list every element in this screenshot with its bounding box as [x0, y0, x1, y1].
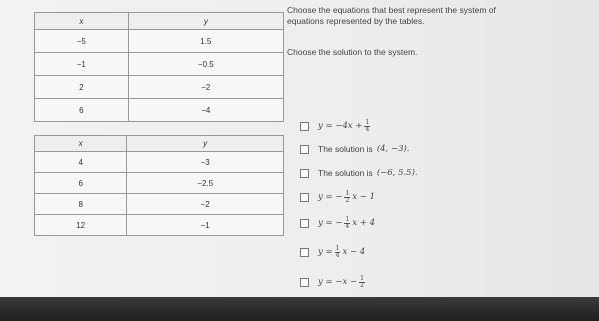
table-header-row: [35, 136, 284, 152]
table-row: [35, 76, 284, 99]
table-cell: 6: [35, 99, 129, 122]
fraction: [359, 276, 365, 289]
fraction: [344, 217, 350, 230]
option-equation-2[interactable]: [300, 190, 375, 204]
checkbox[interactable]: [300, 278, 309, 287]
table-cell: −1: [127, 215, 284, 236]
table-cell: −2.5: [127, 173, 284, 194]
fraction: [344, 191, 350, 204]
equation-lhs: y = −x −: [318, 277, 358, 287]
fraction: [335, 246, 341, 259]
option-solution-1[interactable]: [300, 142, 410, 156]
table-header-row: [35, 13, 284, 30]
table-header-y: y: [128, 13, 283, 30]
table-cell: −5: [35, 30, 129, 53]
table-cell: 1.5: [128, 30, 283, 53]
table-cell: −4: [128, 99, 283, 122]
fraction-denominator: 4: [335, 251, 340, 259]
table-1: [34, 12, 284, 122]
equation-lhs: y =: [318, 247, 333, 257]
equation-rhs: x − 4: [342, 247, 366, 257]
table-row: [35, 99, 284, 122]
table-cell: 2: [35, 76, 129, 99]
checkbox[interactable]: [300, 193, 309, 202]
table-row: [35, 173, 284, 194]
equation-rhs: x + 4: [352, 218, 376, 228]
table-cell: 6: [35, 173, 127, 194]
fraction-numerator: 1: [345, 189, 350, 197]
fraction-denominator: 2: [345, 196, 350, 204]
equation-lhs: y = −: [318, 218, 343, 228]
option-equation-4[interactable]: [300, 245, 365, 259]
option-equation-1[interactable]: [300, 119, 372, 133]
solution-text: The solution is: [318, 168, 373, 178]
solution-value: (4, −3).: [376, 144, 410, 154]
solution-value: (−6, 5.5).: [376, 168, 418, 178]
solution-text: The solution is: [318, 144, 373, 154]
fraction-denominator: 4: [345, 222, 350, 230]
fraction: [364, 120, 370, 133]
table-row: [35, 30, 284, 53]
solution-prompt: Choose the solution to the system.: [287, 47, 418, 57]
fraction-numerator: 1: [335, 244, 340, 252]
bottom-bar: [0, 297, 599, 321]
table-row: [35, 53, 284, 76]
fraction-numerator: 1: [345, 215, 350, 223]
table-cell: −3: [127, 152, 284, 173]
table-header-x: x: [35, 13, 129, 30]
option-solution-2[interactable]: [300, 166, 418, 180]
equation-lhs: y = −: [318, 192, 343, 202]
fraction-denominator: 2: [360, 281, 364, 289]
table-cell: 8: [35, 194, 127, 215]
checkbox[interactable]: [300, 169, 309, 178]
instruction-line-2: equations represented by the tables.: [287, 16, 425, 26]
checkbox[interactable]: [300, 248, 309, 257]
checkbox[interactable]: [300, 219, 309, 228]
question-instructions: [287, 5, 496, 27]
option-equation-5[interactable]: [300, 275, 367, 289]
fraction-denominator: 4: [365, 125, 370, 133]
fraction-numerator: 1: [360, 274, 364, 282]
table-row: [35, 194, 284, 215]
table-2: [34, 135, 284, 236]
table-cell: −1: [35, 53, 129, 76]
checkbox[interactable]: [300, 122, 309, 131]
table-cell: −2: [128, 76, 283, 99]
instruction-line-1: Choose the equations that best represent the system of: [287, 5, 496, 15]
checkbox[interactable]: [300, 145, 309, 154]
table-cell: −0.5: [128, 53, 283, 76]
equation-rhs: x − 1: [352, 192, 376, 202]
equation-lhs: y = −4x +: [318, 121, 363, 131]
table-cell: 12: [35, 215, 127, 236]
table-header-y: y: [127, 136, 284, 152]
table-header-x: x: [35, 136, 127, 152]
table-row: [35, 215, 284, 236]
table-cell: −2: [127, 194, 284, 215]
table-row: [35, 152, 284, 173]
fraction-numerator: 1: [365, 118, 370, 126]
option-equation-3[interactable]: [300, 216, 375, 230]
table-cell: 4: [35, 152, 127, 173]
